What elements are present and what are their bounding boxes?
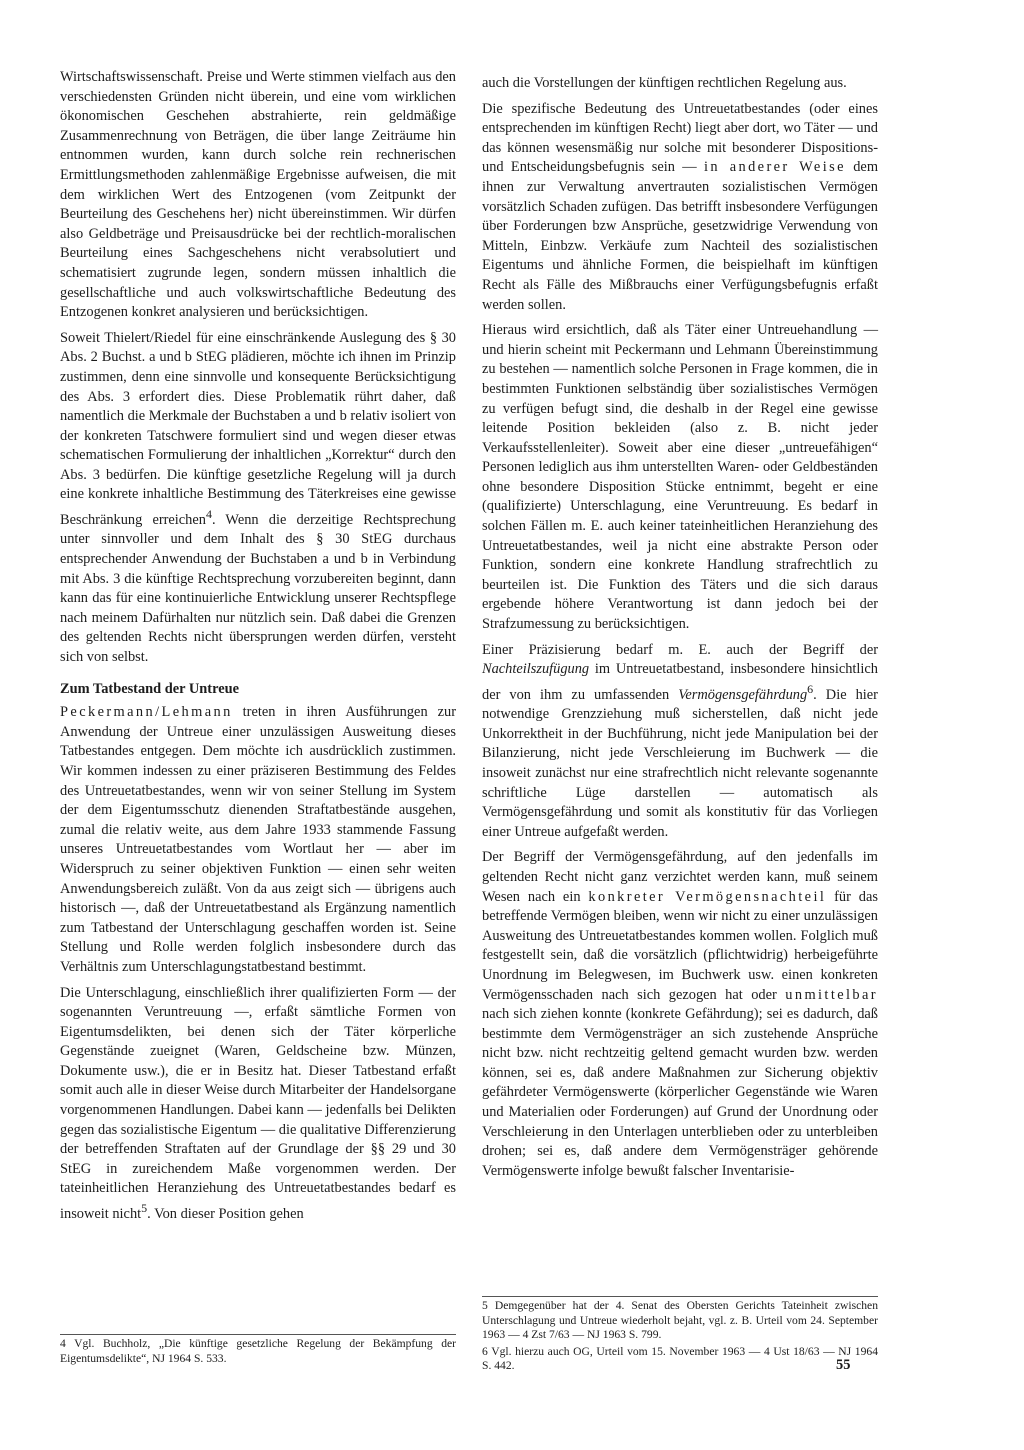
paragraph-text: im Untreuetatbestand, insbesondere hinsichtlich der von ihm zu umfassenden <box>482 661 878 703</box>
footnote-ref: 4 <box>205 507 212 522</box>
paragraph-text: Die Unterschlagung, einschließlich ihrer qualifizierten Form — der sogenannten Veruntreuung —, erfaßt sämtliche Formen von Eigentumsdelikten, bei denen sich der Täter körperliche Gegenstände zueignet (Waren, Geldscheine bzw. Münzen, Dokumente usw.), die er in Besitz hat. Dieser Tatbestand erfaßt somit auch alle in dieser Weise durch Mitarbeiter der Handelsorgane vorgenommenen Handlungen. Dabei kann — jedenfalls bei Delikten gegen das sozialistische Eigentum — die qualitative Differenzierung der betreffenden Straftaten auf der Grundlage der §§ 29 und 30 StEG in zureichendem Maße vorgenommen werden. Der tateinheitlichen Heranziehung des Untreuetatbestandes bedarf es insoweit nicht <box>60 984 456 1222</box>
footnotes-left <box>60 1334 456 1368</box>
right-column <box>482 74 878 1187</box>
paragraph <box>60 984 456 1225</box>
paragraph-text: Der Begriff der Vermögensgefährdung, auf den jedenfalls im geltenden Recht nicht ganz verzichtet werden kann, muß seinem Wesen nach ein <box>482 849 878 905</box>
paragraph <box>60 329 456 668</box>
emphasis-text: unmittelbar <box>785 986 878 1003</box>
paragraph-text: . Wenn die derzeitige Rechtsprechung unter sinnvoller und dem Inhalt des § 30 StEG durchaus entsprechender Anwendung der Buchstaben a und b in Verbindung mit Abs. 3 die künftige Rechtsprechung vorzubereiten beginnt, dann kann das für eine kontinuierliche Entwicklung unserer Rechtspflege nach meinem Dafürhalten nur nützlich sein. Daß dabei die Grenzen des geltenden Rechts nicht übersprungen werden dürfen, versteht sich von selbst. <box>60 511 456 666</box>
left-column <box>60 68 456 1230</box>
footnotes-right <box>482 1296 878 1376</box>
page-number: 55 <box>836 1357 851 1373</box>
paragraph: Hieraus wird ersichtlich, daß als Täter einer Untreuehandlung — und hierin scheint mit Peckermann und Lehmann Übereinstimmung zu bestehen — namentlich solche Personen in Frage kommen, die in bestimmten Funktionen selbständig über sozialistisches Vermögen zu verfügen befugt sind, die deshalb in der Regel eine gewisse leitende Position bekleiden (also z. B. nicht jeder Verkaufsstellenleiter). Soweit aber eine dieser „untreuefähigen“ Personen lediglich aus ihm unterstellten Waren- oder Geldbeständen ohne besondere Disposition Stücke entnimmt, begeht er eine (qualifizierte) Unterschlagung, eine Veruntreuung. Es bedarf in solchen Fällen m. E. auch keiner tateinheitlichen Heranziehung des Untreuetatbestandes, weil ja nicht eine abstrakte Person oder Funktion, sondern eine konkrete Handlung strafrechtlich zu beurteilen ist. Die Funktion des Täters und die sich daraus ergebende höhere Verantwortung ist dann jedoch bei der Strafzumessung zu berücksichtigen. <box>482 322 878 633</box>
footnote: 5 Demgegenüber hat der 4. Senat des Obersten Gerichts Tateinheit zwischen Unterschlagung und Untreue wiederholt bejaht, vgl. z. B. Urteil vom 24. September 1963 — 4 Zst 7/63 — NJ 1963 S. 799. <box>482 1299 878 1342</box>
paragraph-text: für das betreffende Vermögen bleiben, wenn wir nicht zu einer unzulässigen Ausweitung des Untreuetatbestandes kommen wollen. Folglich muß festgestellt sein, daß die vorsätzlich (pflichtwidrig) herbeigeführte Unordnung im Belegwesen, im Buchwerk usw. einen konkreten Vermögensschaden nach sich gezogen hat oder <box>482 888 878 1003</box>
footnote: 6 Vgl. hierzu auch OG, Urteil vom 15. November 1963 — 4 Ust 18/63 — NJ 1964 S. 442. <box>482 1344 878 1373</box>
footnote-ref: 5 <box>141 1201 148 1216</box>
paragraph-text: nach sich ziehen konnte (konkrete Gefährdung); sei es dadurch, daß bestimmte dem Vermögensträger an sich zustehende Ansprüche nicht bzw. nicht rechtzeitig geltend gemacht wurden bzw. werden können, sei es, daß andere Maßnahmen zur Sicherung objektiv gefährdeter Vermögenswerte (körperlicher Gegenstände wie Waren und Materialien oder Forderungen) auf Grund der Unordnung oder Verschleierung in den Unterlagen unterblieben oder zu unterbleiben drohen; sei es, daß andere dem Vermögensträger gehörende Vermögenswerte infolge bewußt falscher Inventarisie- <box>482 1006 878 1179</box>
emphasis-text: konkreter Vermögensnachteil <box>588 888 827 905</box>
section-heading: Zum Tatbestand der Untreue <box>60 680 239 697</box>
paragraph <box>482 641 878 843</box>
emphasis-text: Vermögensgefährdung <box>678 686 808 703</box>
paragraph-text: . Die hier notwendige Grenzziehung muß sicherstellen, daß nicht jede Unkorrektheit in der Buchführung, nicht jede Manipulation bei der Bilanzierung, nicht jede Verschleierung im Buchwerk — die insoweit zunächst nur eine strafrechtlich nicht relevante sogenannte schriftliche Lüge darstellen — automatisch als Vermögensgefährdung und somit als konstitutiv für das Vorliegen einer Untreue aufgefaßt werden. <box>482 686 878 840</box>
paragraph-text: treten in ihren Ausführungen zur Anwendung der Untreue einer unzulässigen Ausweitung dieses Tatbestandes entgegen. Dem möchte ich ausdrücklich zustimmen. Wir kommen indessen zu einer präziseren Bestimmung des Feldes des Untreuetatbestandes, wenn wir von seiner Stellung im System der dem Eigentumsschutz dienenden Straftatbestände ausgehen, zumal die relativ weite, aus dem Jahre 1933 stammende Fassung unseres Untreuetatbestandes vom Wortlaut her — aber im Widerspruch zu seiner objektiven Funktion — einen sehr weiten Anwendungsbereich zuläßt. Von da aus zeigt sich — übrigens auch historisch —, daß der Untreuetatbestand als Ergänzung namentlich zum Tatbestand der Unterschlagung geschaffen worden ist. Seine Stellung und Rolle werden folglich insbesondere durch das Verhältnis zum Unterschlagungstatbestand bestimmt. <box>60 704 456 975</box>
paragraph-text: Die spezifische Bedeutung des Untreuetatbestandes (oder eines entsprechenden im künftigen Recht) liegt aber dort, wo Täter — und das können wesensmäßig nur solche mit besonderer Dispositions- und Entscheidungsbefugnis sein — <box>482 100 878 176</box>
paragraph-text: dem ihnen zur Verwaltung anvertrauten sozialistischen Vermögen vorsätzlich Schaden zufügen. Das betrifft insbesondere Verfügungen über Forderungen bzw Ansprüche, gesetzwidrige Verwendung von Mitteln, Einbzw. Verkäufe zum Nachteil des sozialistischen Eigentums und ähnliche Formen, die beispielhaft im künftigen Recht als Fälle des Mißbrauchs einer Verfügungsbefugnis erfaßt werden sollen. <box>482 159 879 313</box>
emphasis-text: Nachteilszufügung <box>482 661 590 678</box>
paragraph-text: Soweit Thielert/Riedel für eine einschränkende Auslegung des § 30 Abs. 2 Buchst. a und b StEG plädieren, möchte ich ihnen im Prinzip zustimmen, denn eine sinnvolle und konsequente Berücksichtigung des Abs. 3 erfordert dies. Diese Problematik rührt daher, daß namentlich die Merkmale der Buchstaben a und b relativ isoliert von der konkreten Tatschwere formuliert sind und wegen dieser etwas schematischen Formulierung der inhaltlichen „Korrektur“ durch den Abs. 3 bedürfen. Die künftige gesetzliche Regelung will ja durch eine konkrete inhaltliche Bestimmung des Täterkreises eine gewisse Beschränkung erreichen <box>60 329 456 528</box>
paragraph <box>482 848 878 1181</box>
paragraph <box>60 703 456 977</box>
paragraph <box>482 100 878 316</box>
emphasis-text: in anderer Weise <box>703 159 846 176</box>
author-names: Peckermann/Lehmann <box>60 704 233 721</box>
paragraph-text: Einer Präzisierung bedarf m. E. auch der Begriff der <box>482 641 878 658</box>
footnote: 4 Vgl. Buchholz, „Die künftige gesetzliche Regelung der Bekämpfung der Eigentumsdelikte“, NJ 1964 S. 533. <box>60 1337 456 1365</box>
paragraph: Wirtschaftswissenschaft. Preise und Werte stimmen vielfach aus den verschiedensten Gründen nicht überein, und eine vom wirklichen ökonomischen Geschehen abstrahierte, rein geldmäßige Zusammenrechnung von Beträgen, die über lange Zeiträume hin entnommen wurden, kann durch solche rein rechnerischen Ermittlungsmethoden zahlenmäßige Ergebnisse aufweisen, die mit dem wirklichen Wert des Entzogenen (vom Zeitpunkt der Beurteilung des Geschehens her) nicht übereinstimmen. Wir dürfen also Geldbeträge und Preisausdrücke bei der rechtlich-moralischen Beurteilung eines Sachgeschehens nicht verabsolutiert und schematisiert zugrunde legen, sondern müssen inhaltlich die gesellschaftliche und auch volkswirtschaftliche Bedeutung des Entzogenen konkret analysieren und berücksichtigen. <box>60 69 456 321</box>
footnote-ref: 6 <box>807 681 814 696</box>
paragraph: auch die Vorstellungen der künftigen rechtlichen Regelung aus. <box>482 75 847 91</box>
paragraph-text: . Von dieser Position gehen <box>147 1205 304 1222</box>
